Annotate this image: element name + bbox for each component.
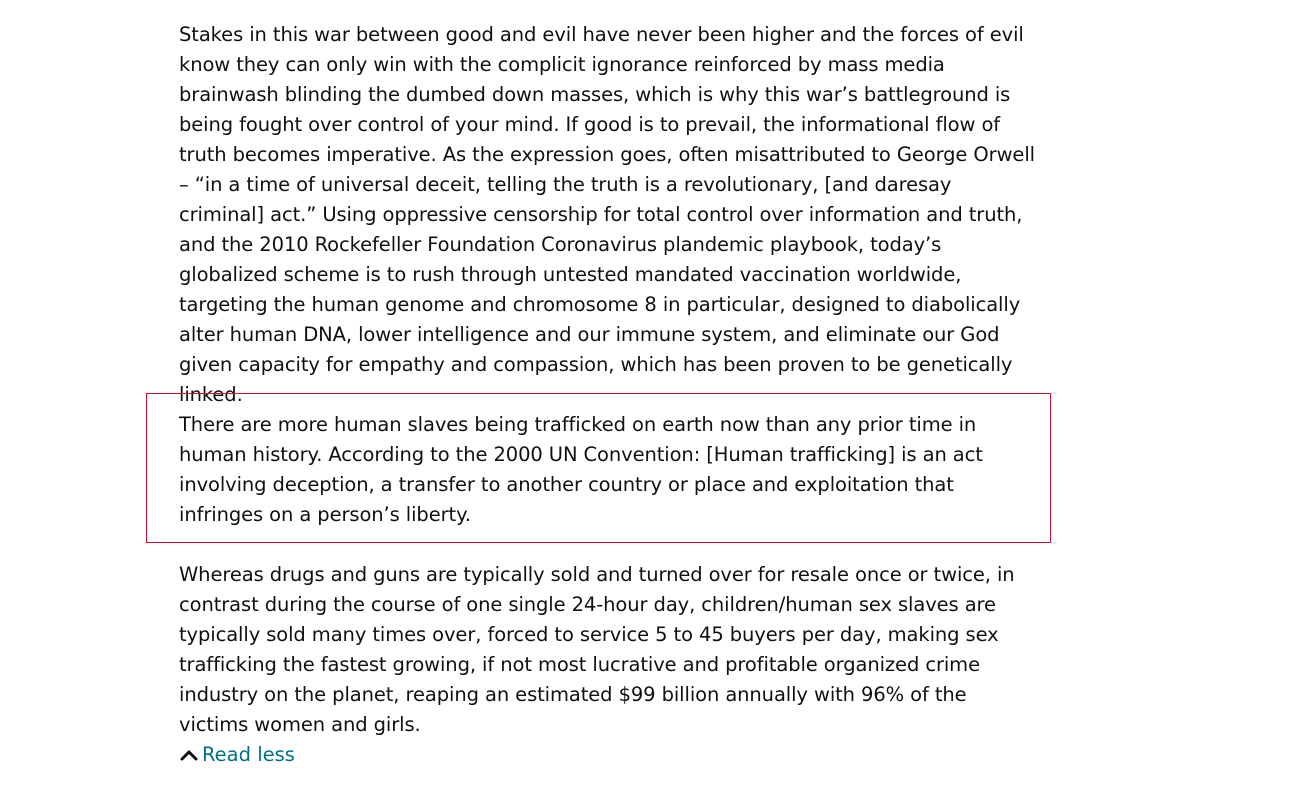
description-paragraph-3: Whereas drugs and guns are typically sold and turned over for resale once or twice, in contrast during the course of one single 24-hour day, children/human sex slaves are typically sold many times over, forced to service 5 to 45 buyers per day, making sex trafficking the fastest growing, if not most lucrative and profitable organized crime industry on the planet, reaping an estimated $99 billion annually with 96% of the victims women and girls. xyxy=(179,563,1015,736)
product-description xyxy=(179,20,1039,410)
read-less-label[interactable]: Read less xyxy=(202,743,295,766)
read-less-link[interactable] xyxy=(179,740,295,770)
description-paragraph-1: Stakes in this war between good and evil have never been higher and the forces of evil know they can only win with the complicit ignorance reinforced by mass media brainwash blinding the dumbed down masses, which is why this war’s battleground is being fought over control of your mind. If good is to prevail, the informational flow of truth becomes imperative. As the expression goes, often misattributed to George Orwell – “in a time of universal deceit, telling the truth is a revolutionary, [and daresay criminal] act.” Using oppressive censorship for total control over information and truth, and the 2010 Rockefeller Foundation Coronavirus plandemic playbook, today’s globalized scheme is to rush through untested mandated vaccination worldwide, targeting the human genome and chromosome 8 in particular, designed to diabolically alter human DNA, lower intelligence and our immune system, and eliminate our God given capacity for empathy and compassion, which has been proven to be genetically linked. xyxy=(179,23,1035,406)
chevron-up-icon xyxy=(179,745,199,765)
description-paragraph-2: There are more human slaves being trafficked on earth now than any prior time in human history. According to the 2000 UN Convention: [Human trafficking] is an act involving deception, a transfer to another country or place and exploitation that infringes on a person’s liberty. xyxy=(179,413,983,526)
